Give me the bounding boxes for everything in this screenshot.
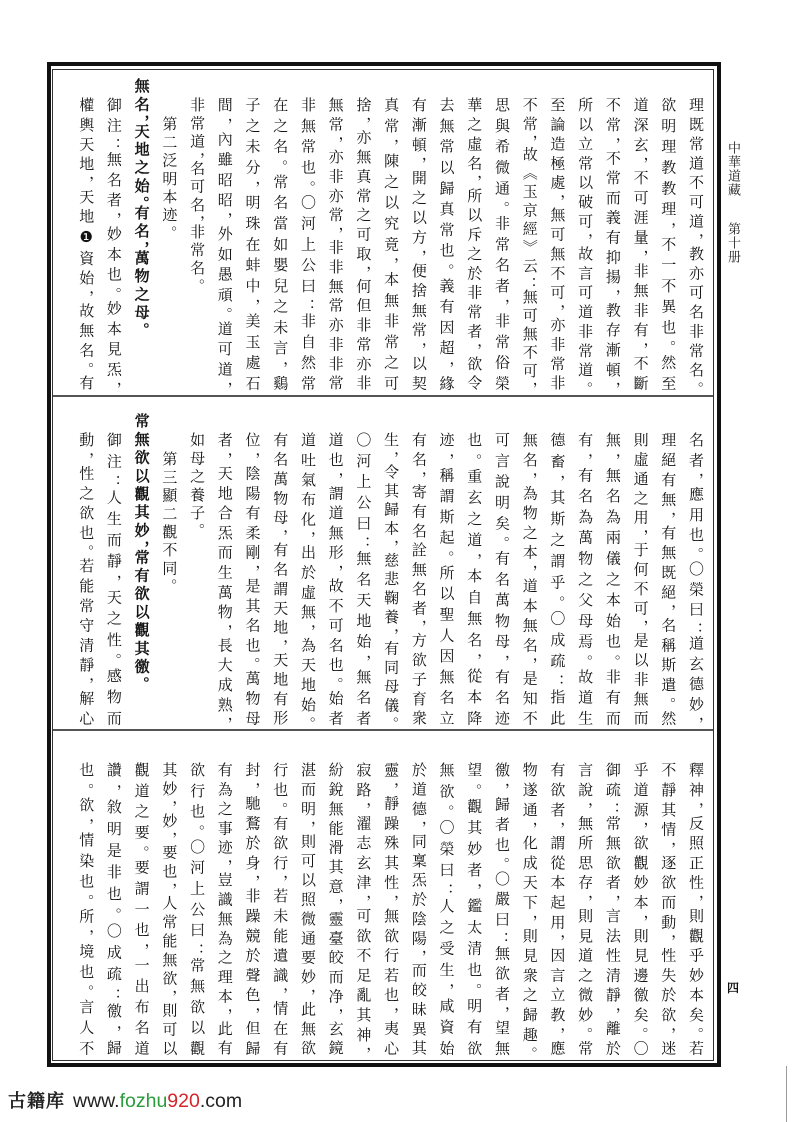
url-suffix: .com	[199, 1090, 243, 1112]
text-column: 觀道之要。要謂一也，一出布名道	[132, 762, 151, 1056]
text-column: 權輿天地，天地❶資始，故無名。有	[77, 97, 96, 391]
watermark-footer	[8, 1087, 242, 1113]
text-column: 位，陰陽有柔剛，是其名也。萬物母	[243, 432, 262, 726]
url-prefix: www.	[73, 1090, 120, 1112]
text-column: 無，無名為兩儀之本始也。非有而	[603, 432, 622, 726]
text-column: 真常，陳之以究竟，本無非常之可	[382, 97, 401, 391]
text-column: 無常，亦非亦常，非非無常亦非非常	[326, 97, 345, 391]
text-column: 靈，靜躁殊其性，無欲行若也，夷心	[382, 762, 401, 1056]
register-divider	[53, 395, 713, 397]
running-head-collection: 中華道藏	[725, 141, 740, 197]
text-column: 迹，稱謂斯起。所以聖人因無名立	[437, 432, 456, 726]
section-heading: 第二泛明本迹。	[160, 116, 179, 234]
text-column: 不常，不常而義有抑揚，教存漸頓，	[603, 97, 622, 391]
text-column: 不靜其情，逐欲而動，性失於欲，迷	[659, 762, 678, 1056]
text-column: 〇河上公曰：無名天地始，無名者	[354, 432, 373, 726]
text-column: 也。重玄之道，本自無名，從本降	[465, 432, 484, 726]
text-column: 御注：無名者，妙本也。妙本見炁，	[104, 97, 123, 391]
text-column: 欲行也。〇河上公曰：常無欲以觀	[188, 762, 207, 1056]
lower-register	[71, 762, 709, 1055]
page-number: 四	[727, 981, 740, 995]
text-column: 則虛通之用，于何不可，是以非無而	[631, 432, 650, 726]
text-column: 有名，寄有名詮無名者，方欲子育衆	[409, 432, 428, 726]
text-column: 理絕有無，有無既絕，名稱斯遣。然	[659, 432, 678, 726]
text-column: 乎道源，欲觀妙本，則見邊徼矣。〇	[631, 762, 650, 1056]
register-divider	[53, 729, 713, 731]
text-column: 道也，謂道無形，故不可名也。始者	[326, 432, 345, 726]
running-head-volume: 第十册	[725, 222, 740, 264]
text-column: 湛而明，則可以照微通要妙，此無欲	[298, 762, 317, 1056]
text-column: 釋神，反照正性，則觀乎妙本矣。若	[687, 762, 705, 1056]
text-column: 無欲。〇榮曰：人之受生，咸資始	[437, 762, 456, 1056]
text-column: 寂路，濯志玄津，可欲不足亂其神，	[354, 762, 373, 1056]
text-column: 言說，無所思存，則見道之微妙。常	[576, 762, 595, 1056]
text-column: 理既常道不可道，教亦可名非常名。	[687, 97, 705, 391]
text-column: 在之名。常名當如嬰兒之未言，鷄	[271, 97, 290, 391]
text-column: 也。欲，情染也。所，境也。言人不	[77, 762, 96, 1056]
text-column: 物遂通，化成天下，則見衆之歸趣。	[520, 762, 539, 1056]
text-column: 御注：人生而靜，天之性。感物而	[104, 432, 123, 726]
text-column: 無名，為物之本，道本無名，是知不	[520, 432, 539, 726]
text-column: 思與希微通。非常名者，非常俗榮	[492, 97, 511, 391]
text-column: 捨，亦無真常之可取，何但非常亦非	[354, 97, 373, 391]
text-column: 道深玄，不可涯量，非無非有，不斷	[631, 97, 650, 391]
text-column: 生，令其歸本，慈悲鞠養，有同母儀。	[382, 432, 401, 726]
text-column: 華之虛名，所以斥之於非常者，欲令	[465, 97, 484, 391]
text-column: 德畜，其斯之謂乎。〇成疏：指此	[548, 432, 567, 726]
text-column: 所以立常以破可，故言可道非常道。	[576, 97, 595, 391]
text-column: 名者，應用也。〇榮曰：道玄德妙，	[687, 432, 705, 726]
text-column: 道吐氣布化，出於虛無，為天地始。	[298, 432, 317, 726]
section-heading: 第三顯二觀不同。	[160, 451, 179, 588]
watermark-site-name: 古籍库	[8, 1091, 65, 1111]
text-column: 行也。有欲行，若未能遺識，情在有	[271, 762, 290, 1056]
text-column: 子之未分，明珠在蚌中，美玉處石	[243, 97, 262, 391]
text-column: 其妙，妙，要也，人常能無欲，則可以	[160, 762, 179, 1056]
url-green-part: fozhu	[119, 1090, 168, 1112]
watermark-url[interactable]	[73, 1090, 242, 1112]
text-column: 紛銳無能滑其意，靈臺皎而净，玄鏡	[326, 762, 345, 1056]
text-column: 有為之事迹，豈識無為之理本，此有	[215, 762, 234, 1056]
text-column: 望。觀其妙者，鑑太清也。明有欲	[465, 762, 484, 1056]
upper-register	[71, 78, 709, 391]
scan-edge-line	[786, 1066, 787, 1122]
middle-register	[71, 413, 709, 726]
text-column: 有名萬物母，有名謂天地，天地有形	[271, 432, 290, 726]
text-column: 者，天地合炁而生萬物，長大成熟，	[215, 432, 234, 726]
text-column-paragraph-end: 如母之養子。	[188, 432, 207, 532]
text-column: 欲明理教教理，不一不異也。然至	[659, 97, 678, 391]
text-column: 間，內雖昭昭，外如愚頑。道可道，	[215, 97, 234, 391]
text-column: 有欲者，謂從本起用，因言立教，應	[548, 762, 567, 1056]
text-column: 讚，敘明是非也。〇成疏：徼，歸	[104, 762, 123, 1055]
text-column: 動，性之欲也。若能常守清靜，解心	[77, 432, 96, 726]
text-column: 去無常以歸真常也。義有因超，緣	[437, 97, 456, 391]
text-column: 封，馳鶩於身，非躁競於聲色，但歸	[243, 762, 262, 1056]
text-column: 徼，歸者也。〇嚴曰：無欲者，望無	[492, 762, 511, 1056]
scripture-text-column: 常無欲以觀其妙，常有欲以觀其徼。	[132, 413, 151, 686]
scripture-text-column: 無名，天地之始。有名，萬物之母。	[132, 78, 151, 332]
text-column: 不常，故《玉京經》云：無可無不可，	[520, 97, 539, 391]
text-column: 御疏：常無欲者，言法性清靜，離於	[603, 762, 622, 1056]
url-red-part: 920	[167, 1090, 200, 1112]
text-column: 有漸頓，開之以方，便捨無常，以契	[409, 97, 428, 391]
text-column: 非無常也。〇河上公曰：非自然常	[298, 97, 317, 391]
text-column-paragraph-end: 非常道，名可名，非常名。	[188, 97, 207, 287]
text-column: 有，有名為萬物之父母焉。故道生	[576, 432, 595, 726]
text-column: 於道德，同稟炁於陰陽，而皎昧異其	[409, 762, 428, 1056]
text-column: 至論造極處，無可無不可，亦非常非	[548, 97, 567, 391]
text-column: 可言說明矣。有名萬物母，有名迹	[492, 432, 511, 726]
